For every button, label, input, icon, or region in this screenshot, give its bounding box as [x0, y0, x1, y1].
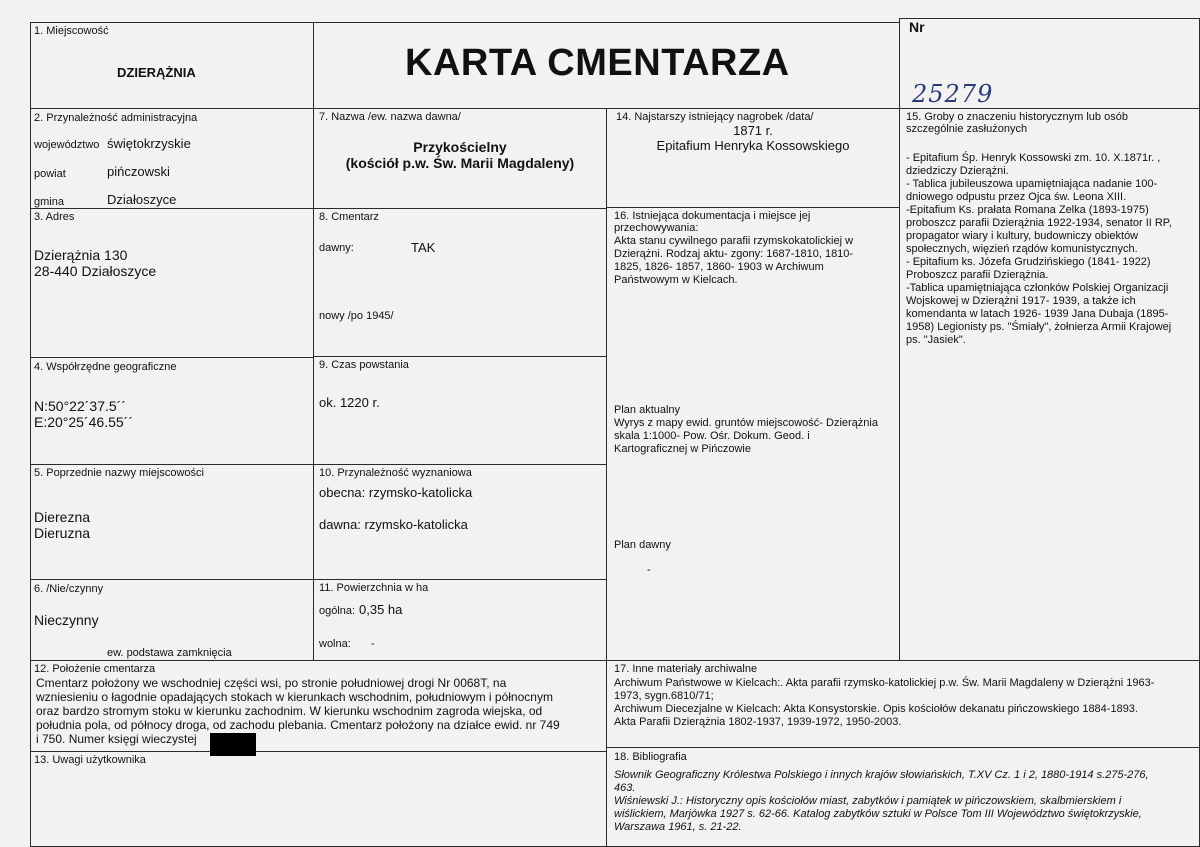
location-line: i 750. Numer księgi wieczystej	[36, 732, 197, 746]
voivodeship-label: województwo	[34, 139, 100, 151]
active-status-value: Nieczynny	[34, 612, 99, 628]
field-2-label: 2. Przynależność administracyjna	[34, 112, 198, 124]
notable-graves-line: propagator wiary i kultury, budowniczy obiektów	[906, 230, 1139, 242]
notable-graves-line: -Tablica upamiętniająca członków Polskiej Organizacji	[906, 282, 1169, 294]
total-area-value: 0,35 ha	[359, 602, 403, 617]
commune-value: Działoszyce	[107, 192, 177, 207]
bibliography-line: Wiśniewski J.: Historyczny opis kościołów miast, zabytków i pamiątek w pińczowskiem, skalbmierskiem i	[614, 795, 1122, 807]
field-17-label: 17. Inne materiały archiwalne	[614, 663, 758, 675]
field-3-label: 3. Adres	[34, 211, 75, 223]
longitude-value: E:20°25´46.55´´	[34, 414, 133, 430]
archival-line: Akta Parafii Dzierążnia 1802-1937, 1939-1972, 1950-2003.	[614, 716, 902, 728]
field-13-label: 13. Uwagi użytkownika	[34, 754, 146, 766]
documentation-text	[614, 235, 853, 287]
notable-graves-line: proboszcz parafii Dzierążnia 1922-1934, senator II RP,	[906, 217, 1172, 229]
field-8-label: 8. Cmentarz	[319, 211, 379, 223]
current-plan-line: Wyrys z mapy ewid. gruntów miejscowość- Dzierążnia	[614, 417, 878, 429]
field-15-label-2: szczególnie zasłużonych	[906, 123, 1028, 135]
notable-graves-line: dziedziczy Dzierążni.	[906, 165, 1009, 177]
archival-text	[614, 677, 1154, 729]
bibliography-line: Warszawa 1961, s. 21-22.	[614, 821, 742, 833]
field-6-label: 6. /Nie/czynny	[34, 583, 104, 595]
notable-graves-line: komendanta w latach 1926- 1939 Jana Dubaja (1895-	[906, 308, 1169, 320]
archival-line: Archiwum Państwowe w Kielcach:. Akta parafii rzymsko-katolickiej p.w. Św. Marii Magdaleny w Dzierążni 1963-	[614, 677, 1155, 689]
notable-graves-line: Wojskowej w Dzierążni 1917- 1939, a także ich	[906, 295, 1136, 307]
archival-line: 1973, sygn.6810/71;	[614, 690, 714, 702]
bibliography-line: wiślickiem, Marjówka 1927 s. 62-66. Katalog zabytków sztuki w Polsce Tom III Województwo świętokrzyskie,	[614, 808, 1142, 820]
latitude-value: N:50°22´37.5´´	[34, 398, 126, 414]
notable-graves-text	[906, 152, 1172, 347]
field-4-label: 4. Współrzędne geograficzne	[34, 361, 177, 373]
field-14-label: 14. Najstarszy istniejący nagrobek /data/	[616, 111, 814, 123]
notable-graves-line: - Epitafium Śp. Henryk Kossowski zm. 10. X.1871r. ,	[906, 152, 1161, 164]
notable-graves-line: dniowego odpustu przez Ojca św. Leona XIII.	[906, 191, 1127, 203]
address-line-2: 28-440 Działoszyce	[34, 263, 157, 279]
documentation-line: Państwowym w Kielcach.	[614, 274, 738, 286]
free-area-value: -	[371, 638, 375, 650]
location-line: oraz bardzo stromym stoku w kierunku zachodnim. W kierunku wschodnim zagroda wiejska, od	[36, 704, 543, 718]
field-9-label: 9. Czas powstania	[319, 359, 409, 371]
founded-value: ok. 1220 r.	[319, 395, 380, 410]
free-area-label: wolna:	[319, 638, 351, 650]
current-plan-line: Kartograficznej w Pińczowie	[614, 443, 751, 455]
denomination-current: obecna: rzymsko-katolicka	[319, 485, 473, 500]
nr-label: Nr	[909, 19, 925, 35]
new-cemetery-label: nowy /po 1945/	[319, 310, 394, 322]
field-11-label: 11. Powierzchnia w ha	[319, 582, 429, 594]
county-label: powiat	[34, 168, 66, 180]
bibliography-line: 463.	[614, 782, 636, 794]
location-text	[36, 676, 560, 746]
field-7-label: 7. Nazwa /ew. nazwa dawna/	[319, 111, 461, 123]
county-value: pińczowski	[107, 164, 170, 179]
current-plan-label: Plan aktualny	[614, 404, 681, 416]
archival-line: Archiwum Diecezjalne w Kielcach: Akta Konsystorskie. Opis kościołów dekanatu pińczowskiego 1884-1893.	[614, 703, 1138, 715]
cell-8-cemetery	[313, 208, 607, 357]
current-plan-text	[614, 417, 878, 456]
documentation-line: Dzierążni. Rodzaj aktu- zgony: 1687-1810, 1810-	[614, 248, 854, 260]
prev-name-2: Dieruzna	[34, 525, 91, 541]
notable-graves-line: - Epitafium ks. Józefa Grudzińskiego (1841- 1922)	[906, 256, 1151, 268]
notable-graves-line: - Tablica jubileuszowa upamiętniająca nadanie 100-	[906, 178, 1158, 190]
old-plan-value: -	[647, 564, 651, 576]
denomination-former: dawna: rzymsko-katolicka	[319, 517, 468, 532]
field-16-label-1: 16. Istniejąca dokumentacja i miejsce jej	[614, 210, 811, 222]
church-name: (kościół p.w. Św. Marii Magdaleny)	[345, 155, 575, 171]
location-line: Cmentarz położony we wschodniej części wsi, po stronie południowej drogi Nr 0068T, na	[36, 676, 507, 690]
field-10-label: 10. Przynależność wyznaniowa	[319, 467, 472, 479]
nr-handwritten: 25279	[912, 80, 994, 108]
oldest-tomb-desc: Epitafium Henryka Kossowskiego	[656, 138, 850, 153]
field-18-label: 18. Bibliografia	[614, 751, 687, 763]
total-area-label: ogólna:	[319, 605, 356, 617]
notable-graves-line: Proboszcz parafii Dzierążnia.	[906, 269, 1049, 281]
notable-graves-line: ps. "Jasiek".	[906, 334, 966, 346]
field-12-label: 12. Położenie cmentarza	[34, 663, 156, 675]
cell-9-founded	[313, 356, 607, 465]
notable-graves-line: 1958) Legionisty ps. "Śmiały", żołnierza Armii Krajowej	[906, 321, 1172, 333]
bibliography-line: Słownik Geograficzny Królestwa Polskiego i innych krajów słowiańskich, T.XV Cz. 1 i 2, 1880-1914 s.275-276,	[614, 769, 1149, 781]
current-plan-line: skala 1:1000- Pow. Ośr. Dokum. Geod. i	[614, 430, 810, 442]
bibliography-text	[614, 769, 1149, 834]
location-line: wzniesieniu o łagodnie opadających stokach w kierunkach wschodnim, południowym i północnym	[36, 690, 553, 704]
notable-graves-line: społecznych, więzień rządów komunistycznych.	[906, 243, 1138, 255]
notable-graves-line: -Epitafium Ks. prałata Romana Zelka (1893-1975)	[906, 204, 1149, 216]
redaction-box	[210, 733, 256, 756]
documentation-line: 1825, 1826- 1857, 1860- 1903 w Archiwum	[614, 261, 824, 273]
voivodeship-value: świętokrzyskie	[107, 136, 191, 151]
old-cemetery-label: dawny:	[319, 242, 354, 254]
closure-basis-label: ew. podstawa zamknięcia	[107, 647, 232, 659]
cemetery-name: Przykościelny	[413, 139, 507, 155]
cell-3-address	[30, 208, 314, 358]
page-title: KARTA CMENTARZA	[405, 42, 790, 84]
field-16-label-2: przechowywania:	[614, 222, 699, 234]
old-cemetery-value: TAK	[411, 240, 436, 255]
address-line-1: Dzierążnia 130	[34, 247, 128, 263]
commune-label: gmina	[34, 196, 64, 208]
prev-name-1: Dierezna	[34, 509, 91, 525]
documentation-line: Akta stanu cywilnego parafii rzymskokatolickiej w	[614, 235, 854, 247]
oldest-tomb-year: 1871 r.	[733, 123, 773, 138]
location-line: południa pola, od północy droga, od zachodu plebania. Cmentarz położony na działce ewid. nr 749	[36, 718, 560, 732]
field-5-label: 5. Poprzednie nazwy miejscowości	[34, 467, 204, 479]
field-15-label-1: 15. Groby o znaczeniu historycznym lub osób	[906, 111, 1128, 123]
locality-value: DZIERĄŻNIA	[117, 65, 196, 80]
field-1-label: 1. Miejscowość	[34, 25, 109, 37]
old-plan-label: Plan dawny	[614, 539, 671, 551]
